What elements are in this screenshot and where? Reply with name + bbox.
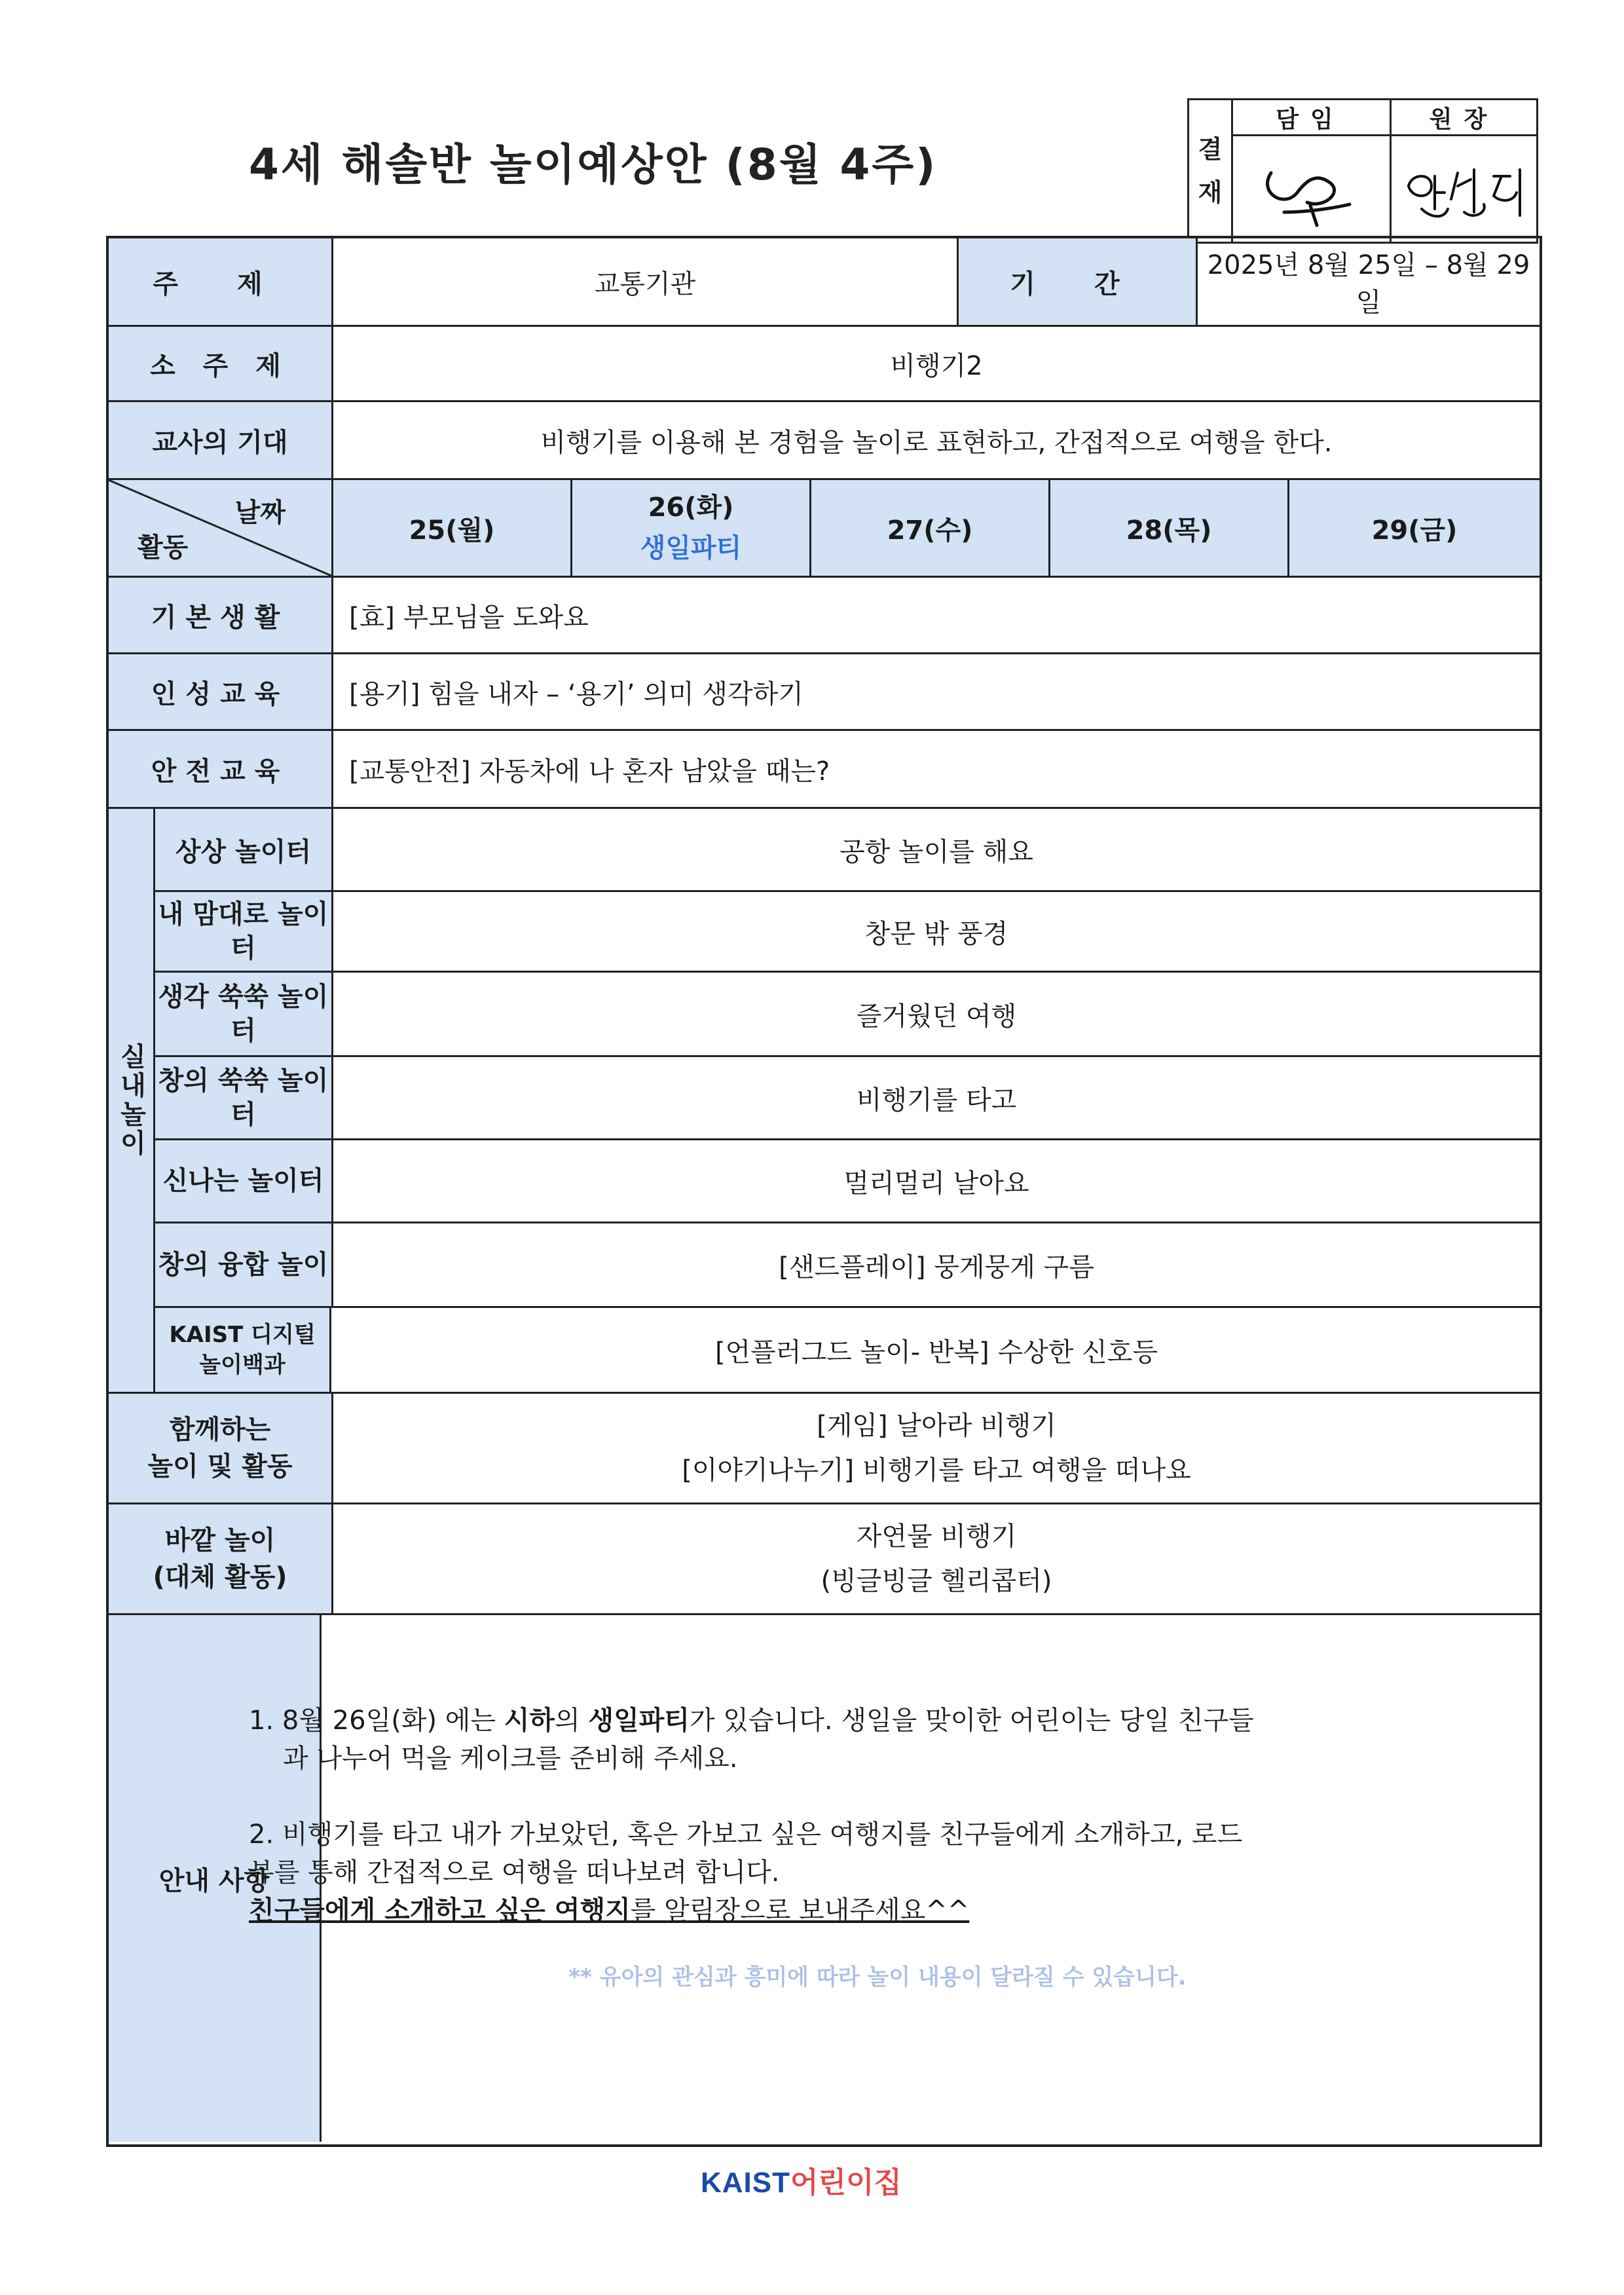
footer-logo	[701, 2159, 902, 2201]
indoor-row-value: [샌드플레이] 뭉게뭉게 구름	[779, 1252, 1094, 1282]
day-label: 28(목)	[1126, 515, 1212, 546]
period-label: 기 간	[959, 238, 1198, 325]
approval-label-bottom: 재	[1198, 178, 1223, 207]
together-label	[109, 1394, 333, 1502]
approval-label-top: 결	[1198, 135, 1223, 164]
indoor-row-label: 내 맘대로 놀이터	[155, 892, 333, 971]
safety-edu-label: 안전교육	[109, 731, 333, 807]
together-label-1: 함께하는	[169, 1415, 271, 1445]
approval-director	[1392, 100, 1536, 242]
indoor-label	[109, 809, 155, 1392]
together-line-1: [게임] 날아라 비행기	[817, 1411, 1056, 1441]
notice-item-2: 2. 비행기를 타고 내가 가보았던, 혹은 가보고 싶은 여행지를 친구들에게 소개하고, 로드	[249, 1819, 1243, 1850]
notice-text: 1. 8월 26일(화) 에는	[249, 1706, 504, 1736]
teacher-signature-icon	[1245, 147, 1376, 232]
days-corner	[109, 480, 333, 576]
notice-item-1-cont: 과 나누어 먹을 케이크를 준비해 주세요.	[283, 1744, 738, 1774]
indoor-row	[155, 892, 1540, 973]
day-label: 26(화)	[648, 493, 734, 523]
row-safety-edu	[109, 731, 1540, 809]
row-basic-life	[109, 578, 1540, 654]
notice-text: 가 있습니다. 생일을 맞이한 어린이는 당일 친구들	[690, 1706, 1254, 1736]
logo-kindergarten: 어린이집	[790, 2167, 902, 2199]
day-col-2	[572, 480, 811, 576]
director-signature-icon	[1395, 147, 1533, 232]
subtheme-value: 비행기2	[890, 350, 983, 381]
day-note-birthday: 생일파티	[640, 533, 742, 563]
character-edu-value: [용기] 힘을 내자 – ‘용기’ 의미 생각하기	[349, 679, 803, 709]
logo-kaist: KAIST	[701, 2167, 790, 2199]
safety-edu-value: [교통안전] 자동차에 나 혼자 남았을 때는?	[349, 756, 830, 787]
character-edu-label: 인성교육	[109, 654, 333, 729]
outdoor-line-2: (빙글빙글 헬리콥터)	[821, 1566, 1052, 1596]
day-label: 25(월)	[409, 515, 495, 546]
indoor-row-value: 즐거웠던 여행	[856, 1001, 1017, 1032]
row-days	[109, 480, 1540, 578]
notice-item-2-cont: 뷰를 통해 간접적으로 여행을 떠나보려 합니다.	[249, 1857, 780, 1888]
notice-label: 안내 사항	[109, 1615, 322, 2142]
indoor-row-label: 창의 쑥쑥 놀이터	[155, 1057, 333, 1138]
indoor-row	[155, 809, 1540, 892]
outdoor-label	[109, 1504, 333, 1613]
day-col-3	[811, 480, 1050, 576]
notice-event: 생일파티	[588, 1706, 690, 1736]
period-value: 2025년 8월 25일 – 8월 29일	[1207, 250, 1530, 318]
indoor-row	[155, 973, 1540, 1057]
day-col-4	[1050, 480, 1289, 576]
indoor-row-label: 생각 쑥쑥 놀이터	[155, 973, 333, 1055]
row-expectation	[109, 402, 1540, 480]
notice-item-2-request	[249, 1892, 1506, 1930]
approval-label	[1189, 100, 1233, 242]
notice-item-1	[249, 1702, 1506, 1740]
indoor-row-label: 신나는 놀이터	[155, 1140, 333, 1222]
director-signature	[1392, 136, 1536, 242]
notice-disclaimer: ** 유아의 관심과 흥미에 따라 놀이 내용이 달라질 수 있습니다.	[568, 1964, 1187, 1990]
teacher-signature	[1231, 136, 1390, 242]
indoor-row	[155, 1223, 1540, 1308]
notice-content	[249, 1702, 1506, 1996]
indoor-row-label: 상상 놀이터	[155, 809, 333, 890]
notice-text: 의	[555, 1706, 589, 1736]
approval-director-head: 원장	[1392, 100, 1536, 136]
indoor-row-value: [언플러그드 놀이- 반복] 수상한 신호등	[714, 1337, 1158, 1368]
basic-life-label: 기본생활	[109, 578, 333, 652]
indoor-row-label: 창의 융합 놀이	[155, 1223, 333, 1306]
subtheme-label: 소 주 제	[109, 327, 333, 400]
theme-value: 교통기관	[333, 238, 959, 325]
indoor-row-value: 멀리멀리 날아요	[843, 1168, 1029, 1199]
expectation-value: 비행기를 이용해 본 경험을 놀이로 표현하고, 간접적으로 여행을 한다.	[540, 427, 1333, 458]
basic-life-value: [효] 부모님을 도와요	[349, 602, 589, 633]
corner-bottom-label: 활동	[138, 532, 189, 563]
corner-top-label: 날짜	[234, 498, 286, 528]
day-label: 27(수)	[887, 515, 973, 546]
row-theme	[109, 238, 1540, 327]
indoor-row-label: KAIST 디지털 놀이백과	[155, 1308, 331, 1392]
day-col-1	[333, 480, 572, 576]
row-together	[109, 1394, 1540, 1504]
notice-name: 시하	[504, 1706, 555, 1736]
indoor-row	[155, 1057, 1540, 1140]
row-outdoor	[109, 1504, 1540, 1615]
together-line-2: [이야기나누기] 비행기를 타고 여행을 떠나요	[682, 1455, 1191, 1485]
together-label-2: 놀이 및 활동	[147, 1451, 293, 1482]
indoor-label-text: 실내놀이	[116, 1043, 146, 1158]
expectation-label: 교사의 기대	[109, 402, 333, 478]
day-label: 29(금)	[1371, 515, 1458, 546]
notice-highlight: 친구들에게 소개하고 싶은 여행지	[249, 1895, 631, 1926]
outdoor-label-1: 바깥 놀이	[164, 1525, 276, 1556]
day-col-5	[1289, 480, 1540, 576]
page-title: 4세 해솔반 놀이예상안 (8월 4주)	[249, 140, 938, 190]
row-subtheme	[109, 327, 1540, 402]
indoor-row-value: 공항 놀이를 해요	[840, 836, 1033, 867]
indoor-row	[155, 1308, 1540, 1392]
indoor-block	[109, 809, 1540, 1394]
outdoor-label-2: (대체 활동)	[153, 1562, 287, 1592]
approval-teacher-head: 담임	[1231, 100, 1390, 136]
indoor-row-value: 창문 밖 풍경	[864, 918, 1008, 949]
indoor-row	[155, 1140, 1540, 1223]
together-value	[333, 1394, 1540, 1502]
indoor-row-value: 비행기를 타고	[856, 1085, 1017, 1115]
approval-box	[1187, 98, 1538, 244]
row-character-edu	[109, 654, 1540, 731]
outdoor-value	[333, 1504, 1540, 1613]
notice-text: 를 알림장으로 보내주세요^^	[630, 1895, 970, 1926]
outdoor-line-1: 자연물 비행기	[856, 1521, 1017, 1552]
approval-teacher	[1231, 100, 1392, 242]
theme-label: 주 제	[109, 238, 333, 325]
